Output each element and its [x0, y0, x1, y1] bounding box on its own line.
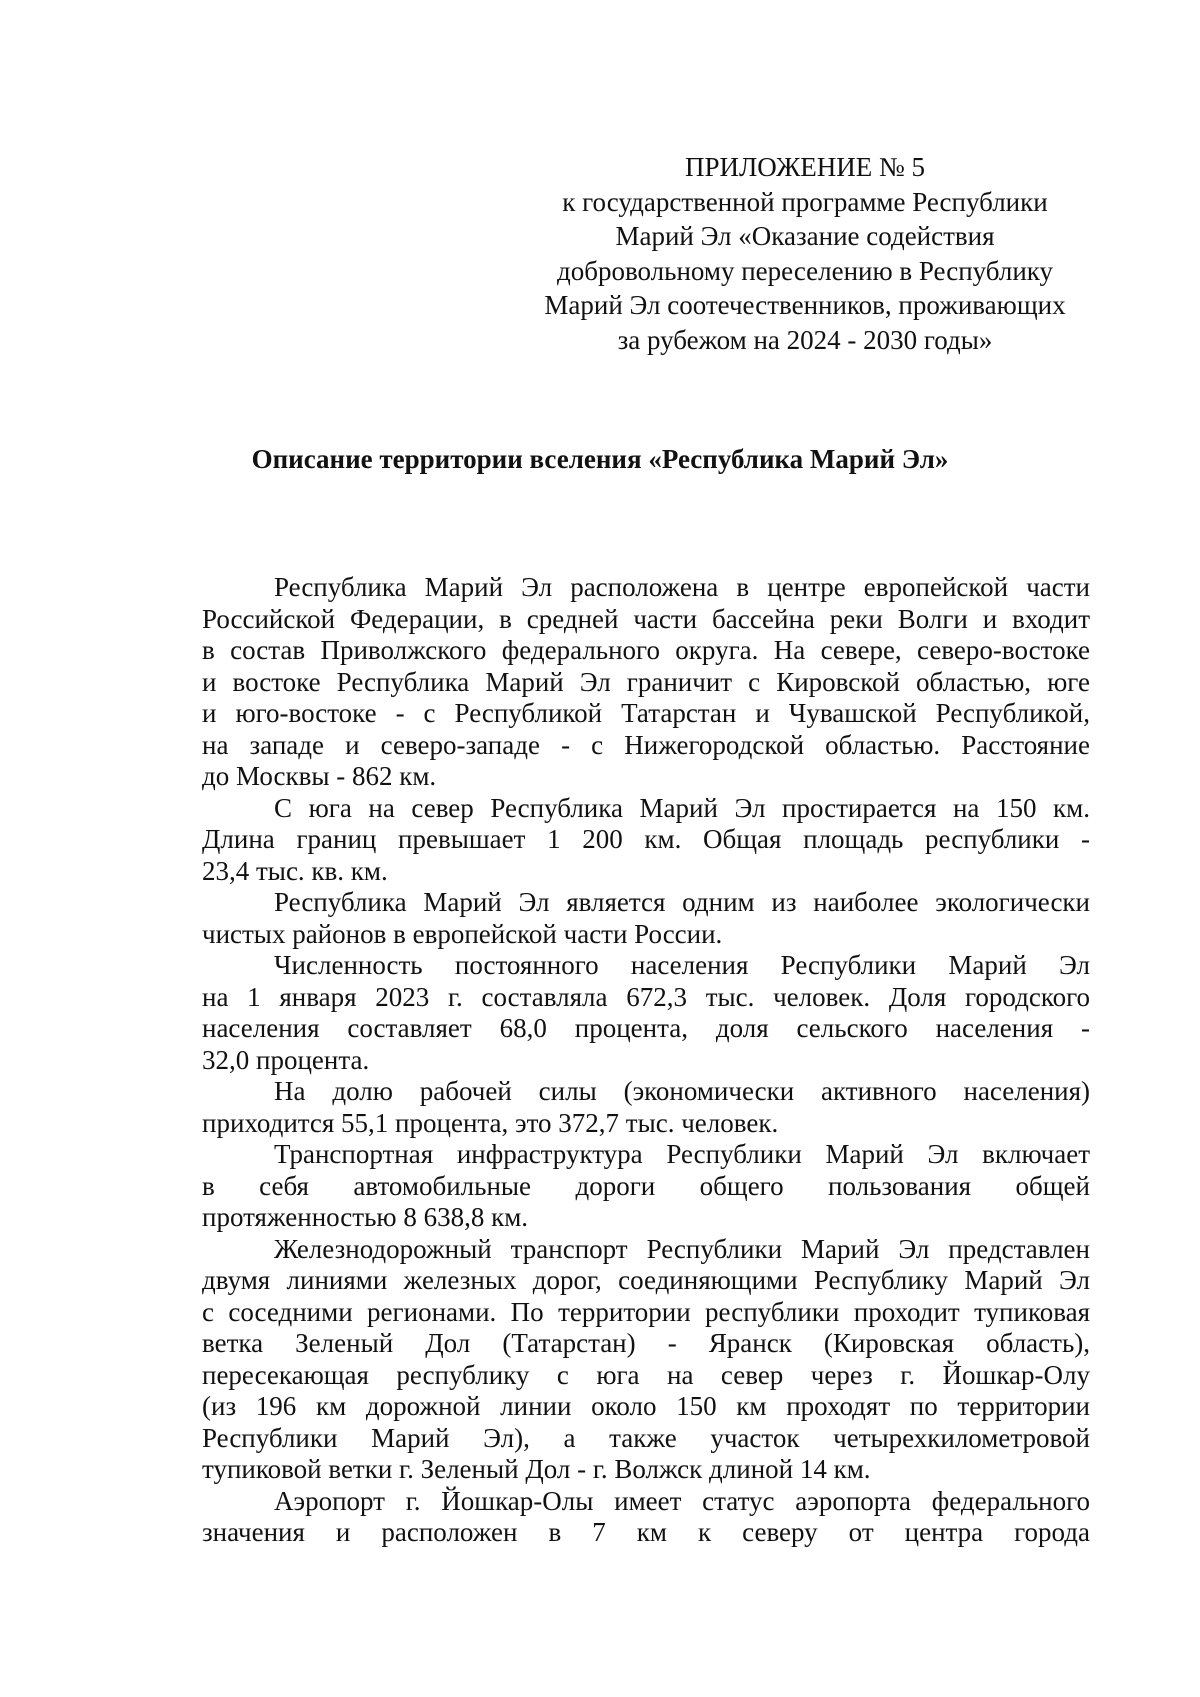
paragraph-line: и юго-востоке - с Республикой Татарстан и Чувашской Республикой, — [202, 698, 1090, 728]
paragraph-line: до Москвы - 862 км. — [202, 761, 437, 791]
document-body — [202, 572, 1090, 1549]
paragraph-line: (из 196 км дорожной линии около 150 км проходят по территории — [202, 1391, 1090, 1421]
appendix-line: Марий Эл «Оказание содействия — [615, 221, 995, 251]
paragraph-line: Республики Марий Эл), а также участок четырехкилометровой — [202, 1422, 1090, 1453]
paragraph-line: в себя автомобильные дороги общего пользования общей — [202, 1170, 1090, 1201]
paragraph-line: двумя линиями железных дорог, соединяющими Республику Марий Эл — [202, 1265, 1090, 1295]
appendix-line: к государственной программе Республики — [562, 186, 1048, 217]
paragraph-line: и востоке Республика Марий Эл граничит с Кировской областью, юге — [202, 666, 1090, 697]
paragraph-line: населения составляет 68,0 процента, доля сельского населения - — [202, 1013, 1090, 1043]
paragraph-line: в состав Приволжского федерального округа. На севере, северо-востоке — [202, 635, 1090, 665]
paragraph — [202, 1486, 1090, 1549]
paragraph-line: Железнодорожный транспорт Республики Марий Эл представлен — [274, 1233, 1090, 1264]
paragraph-line: на 1 января 2023 г. составляла 672,3 тыс. человек. Доля городского — [202, 981, 1090, 1012]
paragraph-line: ветка Зеленый Дол (Татарстан) - Яранск (Кировская область), — [202, 1328, 1090, 1358]
paragraph-line: протяженностью 8 638,8 км. — [202, 1202, 529, 1232]
paragraph — [202, 1234, 1090, 1486]
paragraph — [202, 793, 1090, 888]
paragraph-line: Республика Марий Эл является одним из наиболее экологически — [274, 887, 1090, 917]
paragraph-line: На долю рабочей силы (экономически активного населения) — [274, 1076, 1090, 1106]
paragraph-line: 23,4 тыс. кв. км. — [202, 855, 388, 886]
paragraph-line: чистых районов в европейской части России. — [202, 918, 723, 949]
document-heading: Описание территории вселения «Республика Марий Эл» — [251, 444, 949, 474]
paragraph-line: с соседними регионами. По территории республики проходит тупиковая — [202, 1296, 1090, 1327]
paragraph — [202, 1139, 1090, 1234]
appendix-header — [520, 150, 1090, 357]
paragraph — [202, 887, 1090, 950]
paragraph-line: Транспортная инфраструктура Республики Марий Эл включает — [274, 1139, 1090, 1169]
paragraph-line: значения и расположен в 7 км к северу от центра города — [202, 1517, 1090, 1547]
paragraph-line: на западе и северо-западе - с Нижегородской областью. Расстояние — [202, 729, 1090, 760]
paragraph-line: Аэропорт г. Йошкар-Олы имеет статус аэропорта федерального — [274, 1485, 1090, 1516]
paragraph-line: 32,0 процента. — [202, 1044, 370, 1075]
paragraph-line: Российской Федерации, в средней части бассейна реки Волги и входит — [202, 603, 1090, 634]
appendix-line: ПРИЛОЖЕНИЕ № 5 — [684, 152, 926, 182]
paragraph-line: Длина границ превышает 1 200 км. Общая площадь республики - — [202, 824, 1090, 854]
paragraph-line: пересекающая республику с юга на север через г. Йошкар-Олу — [202, 1359, 1090, 1390]
paragraph-line: тупиковой ветки г. Зеленый Дол - г. Волжск длиной 14 км. — [202, 1454, 871, 1484]
paragraph-line: С юга на север Республика Марий Эл простирается на 150 км. — [274, 792, 1090, 823]
paragraph-line: Республика Марий Эл расположена в центре европейской части — [274, 572, 1090, 602]
appendix-line: Марий Эл соотечественников, проживающих — [544, 290, 1066, 320]
paragraph-line: Численность постоянного населения Республики Марий Эл — [274, 950, 1090, 980]
appendix-line: добровольному переселению в Республику — [556, 255, 1054, 286]
appendix-line: за рубежом на 2024 - 2030 годы» — [617, 324, 993, 355]
paragraph — [202, 572, 1090, 793]
paragraph-line: приходится 55,1 процента, это 372,7 тыс. человек. — [202, 1107, 779, 1138]
paragraph — [202, 1076, 1090, 1139]
paragraph — [202, 950, 1090, 1076]
